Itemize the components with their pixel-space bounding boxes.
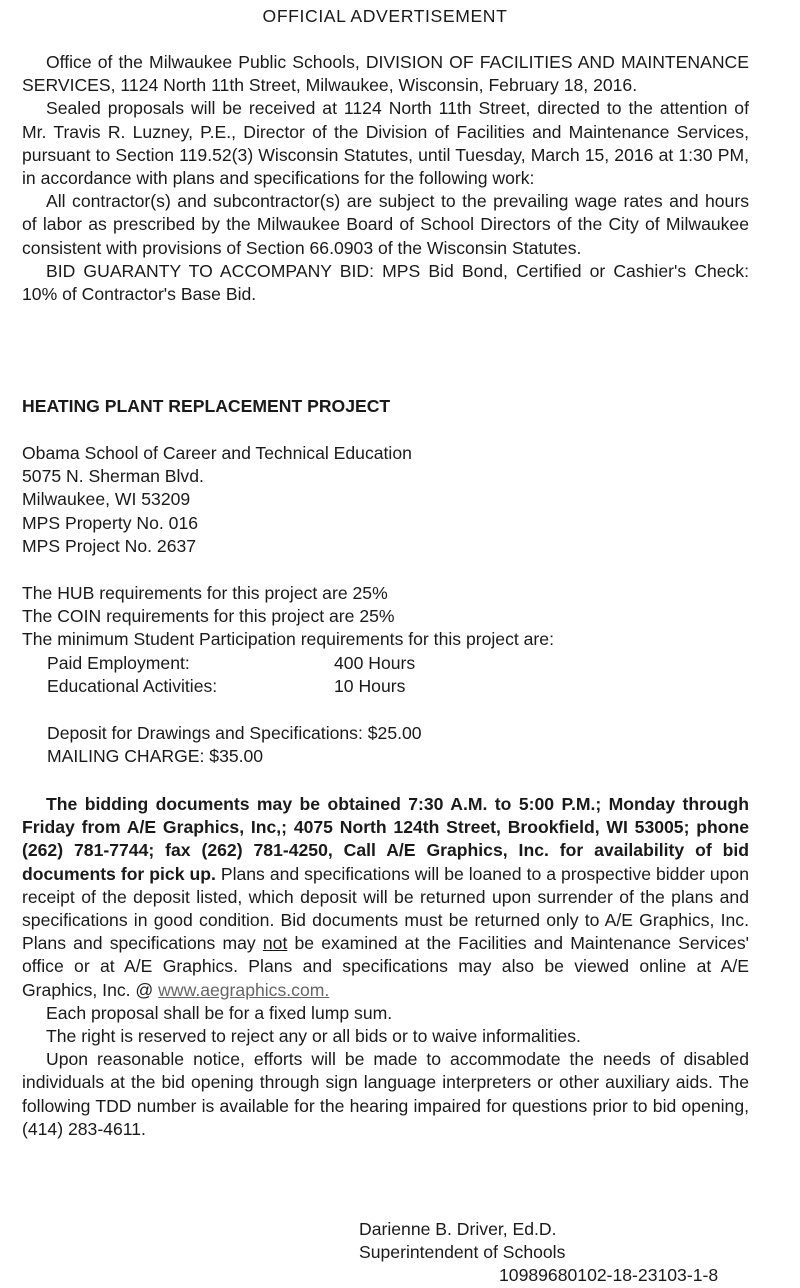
bidding-bold-text: The bidding documents may be obtained 7:30 A.M. to 5:00 P.M.; Monday through Friday from A/E Graphics, Inc,; 4075 North 124th Street, Brookfield, WI 53005; phone (262) 781-7744; fax (262) 781-4250, Call A/E Graphics, Inc. for availability of bid documents for pick up. [22,794,749,884]
school-address: 5075 N. Sherman Blvd. [22,466,204,487]
school-name: Obama School of Career and Technical Education [22,443,412,463]
requirement-value: 10 Hours [334,675,406,696]
requirements-block [22,582,749,698]
project-number: MPS Project No. 2637 [22,535,197,556]
bidding-paragraph [22,793,749,1002]
requirement-label: Paid Employment: [47,652,190,673]
hub-requirement: The HUB requirements for this project are 25% [22,583,388,603]
coin-requirement: The COIN requirements for this project are 25% [22,606,395,627]
lump-sum-paragraph: Each proposal shall be for a fixed lump sum. [46,1002,393,1023]
proposals-paragraph: Sealed proposals will be received at 1124 North 11th Street, directed to the attention of Mr. Travis R. Luzney, P.E., Director of the Division of Facilities and Maintenance Services, pursuant to Section 119.52(3) Wisconsin Statutes, until Tuesday, March 15, 2016 at 1:30 PM, in accordance with plans and specifications for the following work: [22,98,749,189]
project-heading: HEATING PLANT REPLACEMENT PROJECT [22,396,391,416]
property-number: MPS Property No. 016 [22,512,199,533]
bidding-text-b: be examined at the Facilities and Maintenance Services' office or at A/E Graphics. Plans and specifications may also be viewed online at A/E Graphics, Inc. @ [22,933,749,1000]
signer-name: Darienne B. Driver, Ed.D. [359,1219,557,1239]
location-block [22,442,749,558]
guaranty-paragraph: BID GUARANTY TO ACCOMPANY BID: MPS Bid Bond, Certified or Cashier's Check: 10% of Contractor's Base Bid. [22,260,749,305]
office-paragraph: Office of the Milwaukee Public Schools, DIVISION OF FACILITIES AND MAINTENANCE SERVICES, 1124 North 11th Street, Milwaukee, Wisconsin, February 18, 2016. [22,52,749,96]
requirement-item [22,652,749,675]
deposit-fee: Deposit for Drawings and Specifications: $25.00 [47,723,422,743]
disabled-paragraph: Upon reasonable notice, efforts will be made to accommodate the needs of disabled individuals at the bid opening through sign language interpreters or other auxiliary aids. The following TDD number is available for the hearing impaired for questions prior to bid opening, (414) 283-4611. [22,1049,749,1139]
signer-title: Superintendent of Schools [359,1242,566,1263]
ad-code: 10989680102-18-23103-1-8 [499,1265,719,1286]
mailing-charge: MAILING CHARGE: $35.00 [47,746,264,767]
student-requirement: The minimum Student Participation requirements for this project are: [22,629,554,650]
intro-section [22,51,749,306]
requirement-label: Educational Activities: [47,675,218,696]
fees-block [22,722,749,768]
signature-block [359,1218,718,1288]
bidding-section [22,793,749,1141]
wage-paragraph: All contractor(s) and subcontractor(s) are subject to the prevailing wage rates and hours of labor as prescribed by the Milwaukee Board of School Directors of the City of Milwaukee consistent with provisions of Section 66.0903 of the Wisconsin Statutes. [22,191,749,258]
reserve-paragraph: The right is reserved to reject any or all bids or to waive informalities. [46,1026,581,1047]
not-emphasis: not [262,933,288,954]
school-city: Milwaukee, WI 53209 [22,489,191,510]
requirement-item [22,675,749,698]
aegraphics-link[interactable]: www.aegraphics.com. [158,979,330,1000]
requirement-value: 400 Hours [334,652,416,673]
document-title: OFFICIAL ADVERTISEMENT [262,6,508,26]
bidding-text-a: Plans and specifications will be loaned to a prospective bidder upon receipt of the deposit listed, which deposit will be returned upon surrender of the plans and specifications in good condition. Bid documents must be returned only to A/E Graphics, Inc. Plans and specifications may [22,863,749,954]
